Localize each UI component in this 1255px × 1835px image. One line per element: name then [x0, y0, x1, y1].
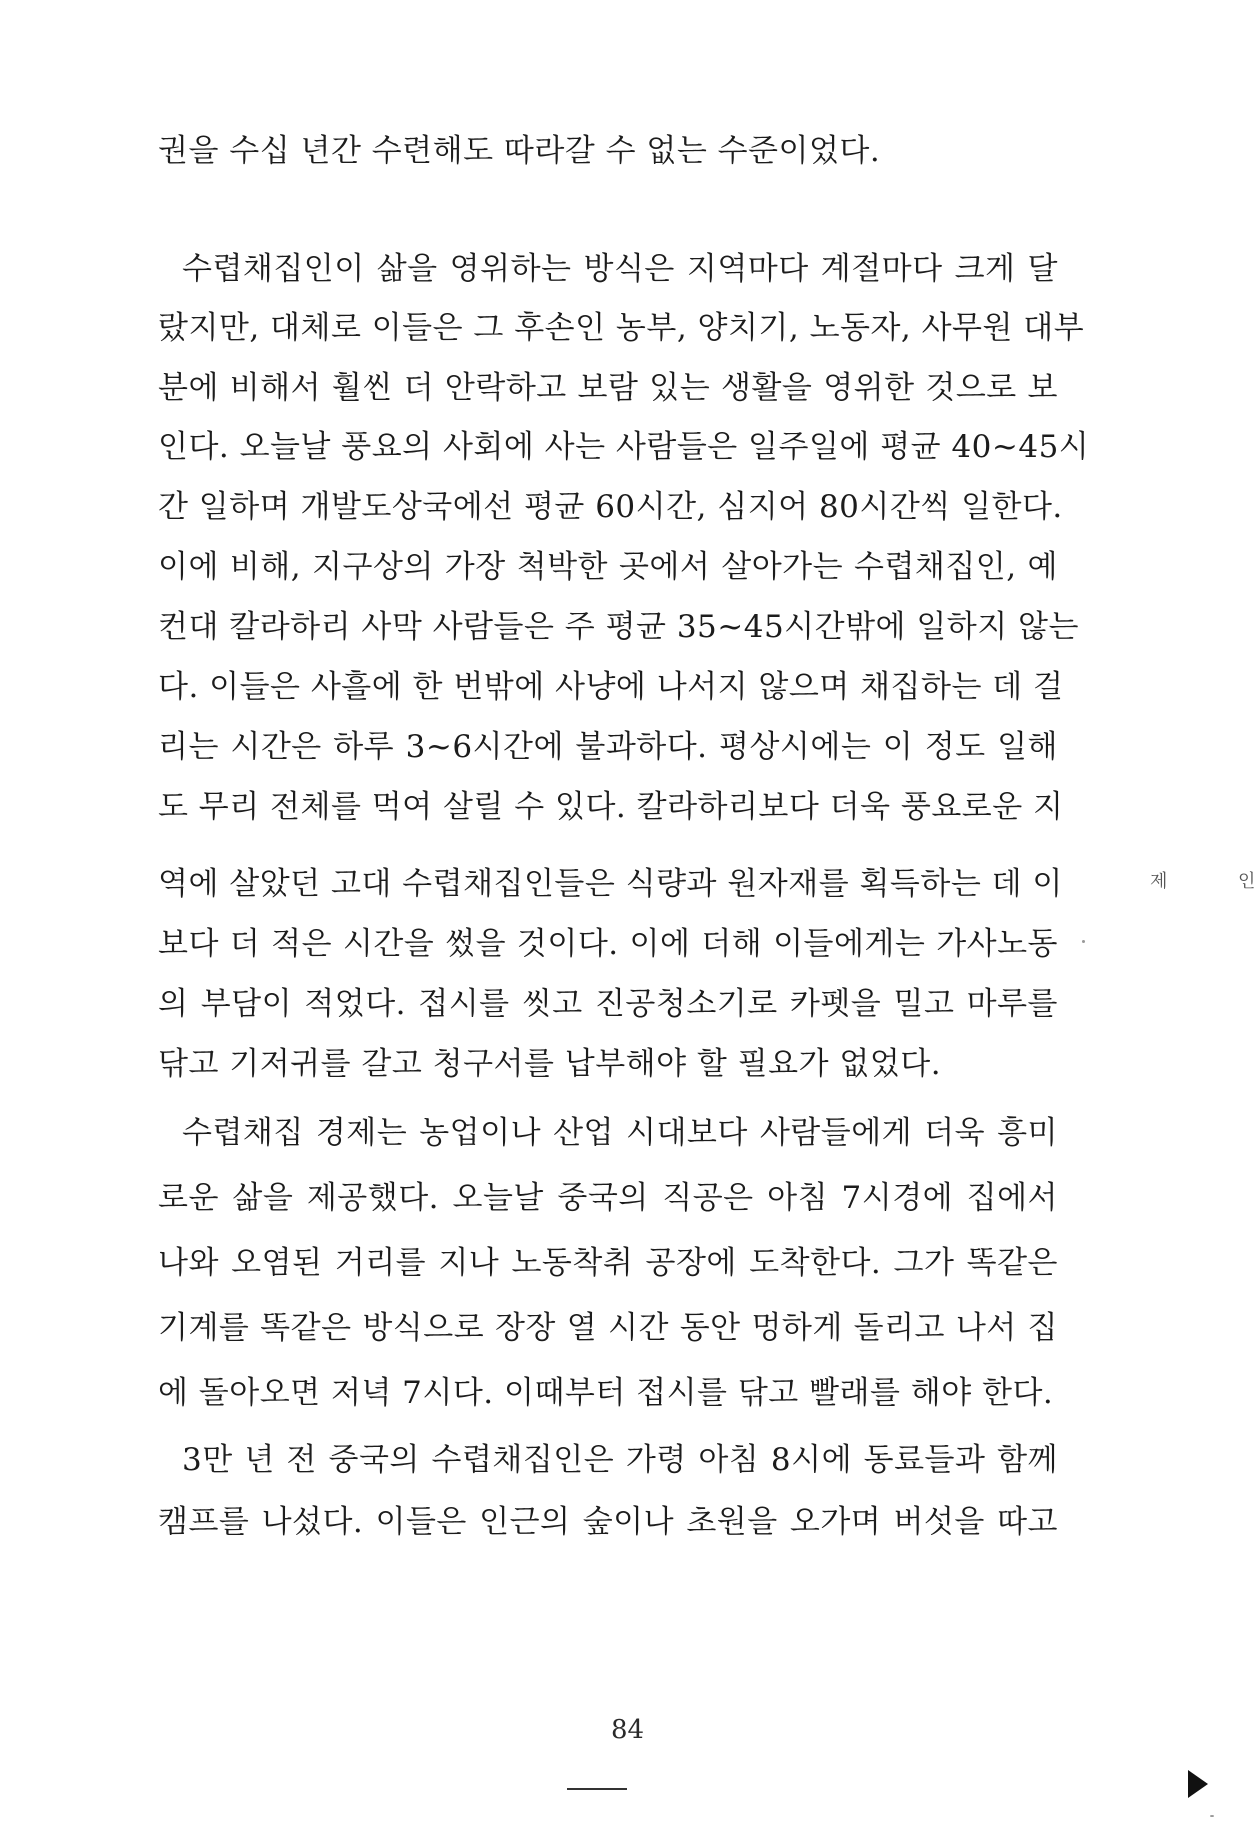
text-line: 간 일하며 개발도상국에선 평균 60시간, 심지어 80시간씩 일한다. [158, 489, 1063, 525]
page-number: 84 [610, 1715, 645, 1745]
text-line: 보다 더 적은 시간을 썼을 것이다. 이에 더해 이들에게는 가사노동 [158, 926, 1058, 962]
text-line: 이에 비해, 지구상의 가장 척박한 곳에서 살아가는 수렵채집인, 예 [158, 549, 1058, 585]
text-line: 도 무리 전체를 먹여 살릴 수 있다. 칼라하리보다 더욱 풍요로운 지 [158, 789, 1064, 825]
text-line: 에 돌아오면 저녁 7시다. 이때부터 접시를 닦고 빨래를 해야 한다. [158, 1375, 1054, 1411]
text-line: 수렵채집인이 삶을 영위하는 방식은 지역마다 계절마다 크게 달 [182, 251, 1058, 287]
text-line: 컨대 칼라하리 사막 사람들은 주 평균 35~45시간밖에 일하지 않는 [158, 609, 1079, 645]
text-line: 3만 년 전 중국의 수렵채집인은 가령 아침 8시에 동료들과 함께 [182, 1442, 1058, 1478]
text-line: 권을 수십 년간 수련해도 따라갈 수 없는 수준이었다. [158, 133, 881, 169]
scan-speck [1082, 940, 1085, 943]
text-line: 의 부담이 적었다. 접시를 씻고 진공청소기로 카펫을 밀고 마루를 [158, 986, 1058, 1022]
text-line: 다. 이들은 사흘에 한 번밖에 사냥에 나서지 않으며 채집하는 데 걸 [158, 669, 1064, 705]
text-line: 기계를 똑같은 방식으로 장장 열 시간 동안 멍하게 돌리고 나서 집 [158, 1310, 1058, 1346]
text-line: 인다. 오늘날 풍요의 사회에 사는 사람들은 일주일에 평균 40~45시 [158, 429, 1090, 465]
text-line: 로운 삶을 제공했다. 오늘날 중국의 직공은 아침 7시경에 집에서 [158, 1180, 1058, 1216]
bleed-through-mark: 인 [1238, 871, 1255, 892]
text-line: 닦고 기저귀를 갈고 청구서를 납부해야 할 필요가 없었다. [158, 1046, 942, 1082]
text-line: 분에 비해서 훨씬 더 안락하고 보람 있는 생활을 영위한 것으로 보 [158, 370, 1058, 406]
text-line: 리는 시간은 하루 3~6시간에 불과하다. 평상시에는 이 정도 일해 [158, 729, 1058, 765]
bleed-through-mark: 제 [1150, 871, 1168, 892]
text-line: 수렵채집 경제는 농업이나 산업 시대보다 사람들에게 더욱 흥미 [182, 1115, 1058, 1151]
text-line: 역에 살았던 고대 수렵채집인들은 식량과 원자재를 획득하는 데 이 [158, 866, 1063, 902]
footer-rule [567, 1788, 627, 1790]
text-line: 캠프를 나섰다. 이들은 인근의 숲이나 초원을 오가며 버섯을 따고 [158, 1504, 1058, 1540]
text-line: 나와 오염된 거리를 지나 노동착취 공장에 도착한다. 그가 똑같은 [158, 1245, 1058, 1281]
page-turn-arrow-icon [1188, 1770, 1208, 1798]
text-line: 랐지만, 대체로 이들은 그 후손인 농부, 양치기, 노동자, 사무원 대부 [158, 310, 1085, 346]
scan-speck [1210, 1815, 1214, 1817]
